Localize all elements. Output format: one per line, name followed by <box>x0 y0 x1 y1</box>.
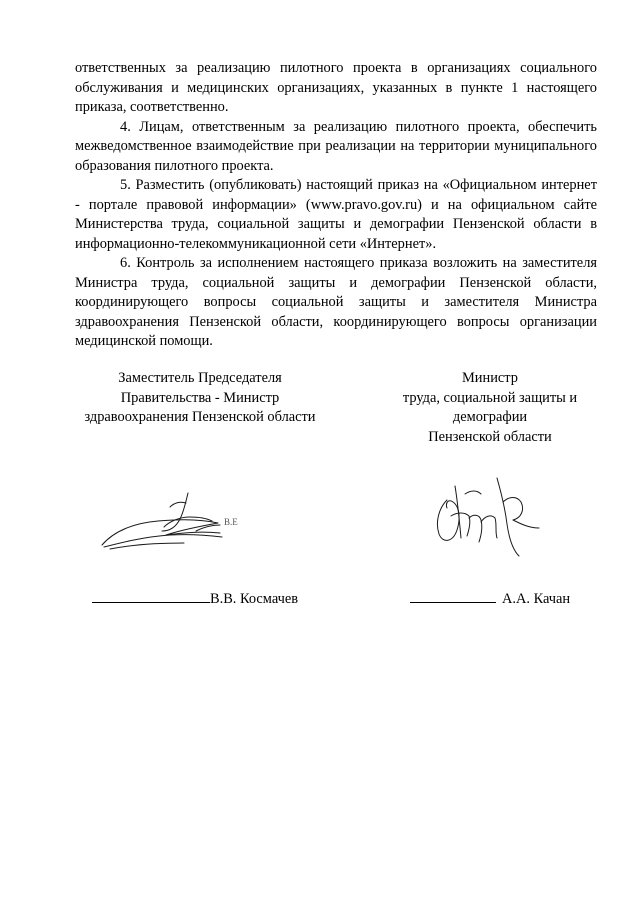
signature-blank-right <box>410 590 496 603</box>
signatory-left-title-line: Заместитель Председателя <box>118 370 282 386</box>
signature-blank-left <box>92 590 210 603</box>
signature-line-left <box>92 590 298 610</box>
signatory-right-name: А.А. Качан <box>502 591 571 607</box>
paragraph-item-5: 5. Разместить (опубликовать) настоящий приказ на «Официальном интернет - портале правовой информации» (www.pravo.gov.ru) и на официальном сайте Министерства труда, социальной защиты и демографии Пензенской области в информационно-телекоммуникационной сети «Интернет». <box>75 177 597 252</box>
signatory-left-title-line: Правительства - Министр <box>120 389 280 406</box>
signatory-right-title <box>370 369 610 447</box>
document-body <box>75 59 597 352</box>
signatory-right-title-line: Пензенской области <box>428 428 552 445</box>
signatory-left-name: В.В. Космачев <box>210 591 299 607</box>
signatory-right-title-line: труда, социальной защиты и <box>402 389 578 406</box>
signatory-right-title-line: демографии <box>452 409 528 425</box>
signature-line-right <box>410 590 570 610</box>
signature-left-stamp-text: В.Е <box>224 517 238 527</box>
signatory-right-title-line: Министр <box>462 370 518 386</box>
paragraph-continuation: ответственных за реализацию пилотного проекта в организациях социального обслуживания и медицинских организациях, указанных в пункте 1 настоящего приказа, соответственно. <box>75 60 597 115</box>
paragraph-item-4: 4. Лицам, ответственным за реализацию пилотного проекта, обеспечить межведомственное взаимодействие при реализации на территории муниципального образования пилотного проекта. <box>75 118 597 174</box>
signature-left-image <box>100 487 250 557</box>
paragraph-item-6: 6. Контроль за исполнением настоящего приказа возложить на заместителя Министра труда, социальной защиты и демографии Пензенской области, координирующего вопросы социальной защиты и заместителя Министра здравоохранения Пензенской области, координирующего вопросы организации медицинской помощи. <box>75 255 597 349</box>
signature-right-image <box>425 472 545 562</box>
signatory-left-title-line: здравоохранения Пензенской области <box>84 409 316 425</box>
signatory-left-title <box>72 369 328 428</box>
